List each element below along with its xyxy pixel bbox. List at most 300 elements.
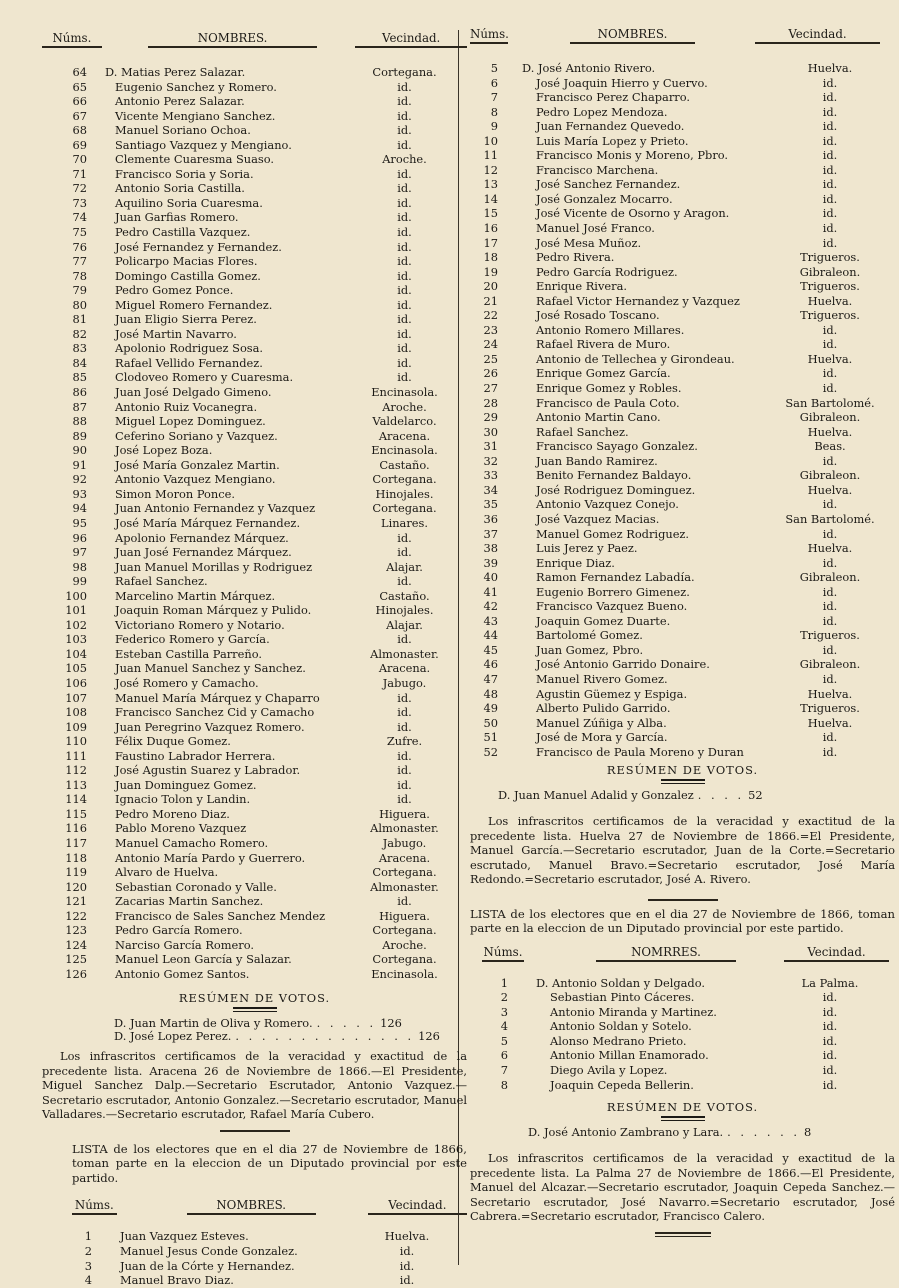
- table-header-huelva: [42, 1195, 467, 1215]
- elector-number: 26: [483, 366, 498, 381]
- elector-name: Joaquin Gomez Duarte.: [536, 613, 671, 628]
- table-row: [42, 196, 467, 211]
- table-row: [470, 90, 895, 105]
- elector-name: Rafael Victor Hernandez y Vazquez: [536, 293, 740, 308]
- elector-name: Ignacio Tolon y Landin.: [115, 792, 251, 807]
- elector-name: Alonso Medrano Prieto.: [550, 1033, 687, 1048]
- elector-number: 8: [500, 1077, 508, 1092]
- elector-number: 12: [483, 162, 498, 177]
- table-row: [42, 152, 467, 167]
- elector-number: 99: [72, 574, 87, 589]
- table-header: [42, 28, 467, 48]
- elector-name: Manuel Soriano Ochoa.: [115, 123, 251, 138]
- elector-number: 42: [483, 599, 498, 614]
- elector-number: 72: [72, 181, 87, 196]
- elector-vecindad: id.: [397, 341, 412, 356]
- table-row: [42, 414, 467, 429]
- table-row: [470, 716, 895, 731]
- table-header: [470, 24, 895, 44]
- huelva-certification: Los infrascritos certificamos de la veracidad y exactitud de la precedente lista. Huelva 27 de Noviembre de 1866.=El Presidente, Manuel García.—Secretario escrutador, Juan de la Corte.=Secretario escrutado, Manuel Bravo.=Secretario escrutador, José María Redondo.=Secretario escrutador, José A. Rivero.: [470, 814, 895, 887]
- elector-vecindad: Encinasola.: [371, 385, 438, 400]
- table-row: [470, 687, 895, 702]
- table-row: [42, 880, 467, 895]
- header-nombres: NOMBRES.: [187, 1198, 316, 1215]
- elector-vecindad: Almonaster.: [370, 821, 439, 836]
- end-rule: [655, 1232, 711, 1237]
- elector-name: Sebastian Pinto Cáceres.: [550, 990, 695, 1005]
- elector-number: 84: [72, 355, 87, 370]
- elector-name: Ceferino Soriano y Vazquez.: [115, 428, 278, 443]
- table-row: [42, 225, 467, 240]
- section-rule: [648, 899, 718, 901]
- table-row: [470, 570, 895, 585]
- elector-name: José María Márquez Fernandez.: [115, 515, 301, 530]
- elector-number: 82: [72, 326, 87, 341]
- table-row: [42, 705, 467, 720]
- elector-number: 24: [483, 337, 498, 352]
- elector-number: 64: [72, 65, 87, 79]
- elector-vecindad: id.: [822, 1048, 838, 1063]
- elector-vecindad: id.: [822, 162, 838, 177]
- elector-name: Antonio Perez Salazar.: [115, 94, 245, 109]
- resumen-rule: [661, 1116, 705, 1121]
- elector-number: 80: [72, 297, 87, 312]
- table-row: [470, 323, 895, 338]
- leader-dots: . . . .: [697, 788, 745, 803]
- elector-number: 5: [500, 1033, 508, 1048]
- lapalma-lista-title: LISTA de los electores que en el dia 27 de Noviembre de 1866, toman parte en la eleccion de un Diputado provincial por este partido.: [470, 906, 895, 936]
- elector-name: Manuel José Franco.: [536, 221, 655, 236]
- elector-number: 83: [72, 341, 87, 356]
- elector-name: Antonio Miranda y Martinez.: [550, 1004, 717, 1019]
- elector-vecindad: Huelva.: [807, 541, 853, 556]
- header-vecindad: Vecindad.: [784, 945, 889, 962]
- elector-name: Eugenio Borrero Gimenez.: [536, 584, 690, 599]
- left-column: [42, 28, 467, 1288]
- elector-name: Antonio Romero Millares.: [536, 322, 685, 337]
- candidate-name: D. Juan Martin de Oliva y Romero.: [114, 1016, 313, 1031]
- table-row: [470, 192, 895, 207]
- elector-vecindad: id.: [397, 690, 412, 705]
- elector-vecindad: id.: [822, 730, 838, 745]
- table-row: [42, 603, 467, 618]
- elector-vecindad: id.: [822, 75, 838, 90]
- table-row: [42, 443, 467, 458]
- elector-number: 4: [500, 1019, 508, 1034]
- elector-number: 25: [483, 351, 498, 366]
- table-row: [42, 545, 467, 560]
- table-row: [470, 163, 895, 178]
- table-row: [470, 483, 895, 498]
- elector-name: Pedro García Rodriguez.: [536, 264, 678, 279]
- elector-number: 1: [500, 975, 508, 990]
- aracena-resumen-title: RESÚMEN DE VOTOS.: [178, 991, 331, 1006]
- elector-name: Vicente Mengiano Sanchez.: [115, 108, 276, 123]
- elector-name: Manuel Leon García y Salazar.: [115, 952, 292, 967]
- elector-vecindad: Encinasola.: [371, 966, 438, 981]
- elector-number: 114: [65, 792, 87, 807]
- table-row: [42, 807, 467, 822]
- elector-name: Juan Dominguez Gomez.: [115, 777, 257, 792]
- elector-number: 89: [72, 428, 87, 443]
- table-row: [470, 279, 895, 294]
- elector-name: José Gonzalez Mocarro.: [536, 191, 673, 206]
- elector-vecindad: id.: [822, 337, 838, 352]
- elector-vecindad: id.: [822, 584, 838, 599]
- table-row: [42, 94, 467, 109]
- elector-name: D. José Antonio Rivero.: [522, 61, 656, 75]
- elector-vecindad: Cortegana.: [372, 501, 437, 516]
- elector-number: 48: [483, 686, 498, 701]
- elector-name: Sebastian Coronado y Valle.: [115, 879, 277, 894]
- header-nums: Núms.: [470, 27, 508, 44]
- elector-vecindad: id.: [822, 990, 838, 1005]
- elector-number: 6: [500, 1048, 508, 1063]
- elector-number: 75: [72, 225, 87, 240]
- elector-name: Juan Vazquez Esteves.: [120, 1229, 249, 1244]
- table-row: [470, 657, 895, 672]
- elector-vecindad: id.: [399, 1244, 415, 1258]
- elector-number: 66: [72, 94, 87, 109]
- table-row: [470, 585, 895, 600]
- elector-number: 46: [483, 657, 498, 672]
- vote-count: 52: [748, 788, 763, 803]
- elector-name: Faustino Labrador Herrera.: [115, 748, 276, 763]
- elector-number: 43: [483, 613, 498, 628]
- elector-name: Apolonio Rodriguez Sosa.: [115, 341, 264, 356]
- vote-line: [42, 1030, 467, 1043]
- elector-vecindad: id.: [397, 108, 412, 123]
- elector-vecindad: id.: [397, 777, 412, 792]
- elector-number: 36: [483, 511, 498, 526]
- elector-number: 27: [483, 381, 498, 396]
- elector-name: Antonio Ruiz Vocanegra.: [115, 399, 258, 414]
- elector-vecindad: id.: [822, 148, 838, 163]
- table-row: [42, 632, 467, 647]
- elector-number: 10: [483, 133, 498, 148]
- elector-name: Simon Moron Ponce.: [115, 486, 235, 501]
- table-row: [42, 691, 467, 706]
- elector-vecindad: id.: [822, 642, 838, 657]
- aracena-vote-summary: [42, 1017, 467, 1043]
- elector-number: 126: [65, 966, 87, 981]
- table-row: [42, 821, 467, 836]
- elector-number: 49: [483, 701, 498, 716]
- table-row: [470, 527, 895, 542]
- table-row: [42, 778, 467, 793]
- table-row: [470, 990, 895, 1005]
- elector-name: Clodoveo Romero y Cuaresma.: [115, 370, 294, 385]
- elector-number: 124: [65, 937, 87, 952]
- table-row: [470, 1048, 895, 1063]
- elector-number: 112: [65, 763, 87, 778]
- elector-number: 86: [72, 385, 87, 400]
- elector-name: Luis Jerez y Paez.: [536, 541, 638, 556]
- elector-vecindad: Encinasola.: [371, 443, 438, 458]
- table-row: [470, 61, 895, 76]
- elector-number: 106: [65, 675, 87, 690]
- elector-name: José Vazquez Macias.: [536, 511, 660, 526]
- elector-vecindad: id.: [822, 206, 838, 221]
- elector-number: 29: [483, 410, 498, 425]
- elector-vecindad: id.: [822, 177, 838, 192]
- elector-name: Francisco Monis y Moreno, Pbro.: [536, 148, 729, 163]
- elector-vecindad: id.: [822, 453, 838, 468]
- elector-name: Juan Gomez, Pbro.: [536, 642, 644, 657]
- table-row: [42, 312, 467, 327]
- elector-vecindad: id.: [397, 370, 412, 385]
- elector-vecindad: id.: [822, 497, 838, 512]
- table-row: [470, 410, 895, 425]
- elector-name: Manuel Gomez Rodriguez.: [536, 526, 690, 541]
- elector-name: Antonio María Pardo y Guerrero.: [115, 850, 306, 865]
- elector-name: Manuel Camacho Romero.: [115, 835, 269, 850]
- elector-number: 5: [490, 61, 498, 75]
- elector-name: José de Mora y García.: [536, 730, 668, 745]
- table-row: [42, 734, 467, 749]
- table-row: [470, 221, 895, 236]
- elector-number: 88: [72, 414, 87, 429]
- elector-name: Clemente Cuaresma Suaso.: [115, 152, 275, 167]
- elector-name: Antonio de Tellechea y Girondeau.: [536, 351, 735, 366]
- elector-number: 18: [483, 250, 498, 265]
- elector-number: 2: [84, 1244, 92, 1258]
- vote-count: 8: [804, 1125, 812, 1140]
- elector-name: Manuel Bravo Diaz.: [120, 1273, 234, 1288]
- elector-name: Juan Manuel Sanchez y Sanchez.: [115, 661, 306, 676]
- table-row: [42, 531, 467, 546]
- elector-vecindad: id.: [822, 221, 838, 236]
- elector-name: José Agustin Suarez y Labrador.: [115, 763, 301, 778]
- elector-vecindad: La Palma.: [801, 975, 859, 990]
- elector-name: Diego Avila y Lopez.: [550, 1063, 668, 1078]
- table-row: [42, 487, 467, 502]
- elector-vecindad: id.: [822, 555, 838, 570]
- elector-name: Miguel Romero Fernandez.: [115, 297, 273, 312]
- elector-number: 45: [483, 642, 498, 657]
- table-row: [42, 327, 467, 342]
- table-row: [42, 516, 467, 531]
- elector-name: Francisco Marchena.: [536, 162, 659, 177]
- elector-vecindad: id.: [822, 744, 838, 759]
- table-row: [42, 676, 467, 691]
- elector-number: 19: [483, 264, 498, 279]
- elector-name: Alvaro de Huelva.: [115, 865, 219, 880]
- table-row: [42, 65, 467, 80]
- elector-number: 51: [483, 730, 498, 745]
- elector-number: 65: [72, 79, 87, 94]
- elector-vecindad: Aracena.: [378, 428, 431, 443]
- table-row: [42, 1244, 467, 1259]
- elector-number: 33: [483, 468, 498, 483]
- elector-number: 41: [483, 584, 498, 599]
- elector-number: 32: [483, 453, 498, 468]
- table-row: [470, 730, 895, 745]
- table-row: [42, 909, 467, 924]
- elector-vecindad: id.: [397, 166, 412, 181]
- elector-vecindad: id.: [822, 191, 838, 206]
- elector-number: 28: [483, 395, 498, 410]
- elector-name: José Joaquin Hierro y Cuervo.: [536, 75, 708, 90]
- elector-number: 71: [72, 166, 87, 181]
- elector-name: Enrique Gomez y Robles.: [536, 381, 682, 396]
- table-row: [42, 298, 467, 313]
- elector-number: 11: [483, 148, 498, 163]
- elector-name: Federico Romero y García.: [115, 632, 270, 647]
- elector-vecindad: id.: [822, 599, 838, 614]
- elector-vecindad: id.: [397, 181, 412, 196]
- elector-vecindad: id.: [397, 530, 412, 545]
- elector-name: Pedro Lopez Mendoza.: [536, 104, 668, 119]
- elector-name: José Fernandez y Fernandez.: [115, 239, 282, 254]
- elector-number: 78: [72, 268, 87, 283]
- elector-number: 44: [483, 628, 498, 643]
- elector-number: 52: [483, 744, 498, 759]
- elector-vecindad: id.: [822, 526, 838, 541]
- huelva-elector-list: [470, 61, 895, 759]
- elector-number: 101: [65, 603, 87, 618]
- elector-number: 111: [65, 748, 87, 763]
- elector-vecindad: Higuera.: [379, 908, 430, 923]
- elector-name: Santiago Vazquez y Mengiano.: [115, 137, 292, 152]
- elector-number: 4: [84, 1273, 92, 1288]
- header-nums: Núms.: [482, 945, 524, 962]
- elector-number: 93: [72, 486, 87, 501]
- elector-vecindad: Aroche.: [382, 937, 427, 952]
- elector-number: 87: [72, 399, 87, 414]
- elector-name: Domingo Castilla Gomez.: [115, 268, 261, 283]
- elector-vecindad: Huelva.: [807, 424, 853, 439]
- elector-name: Juan Fernandez Quevedo.: [536, 119, 685, 134]
- table-row: [42, 763, 467, 778]
- table-row: [42, 836, 467, 851]
- table-row: [470, 1063, 895, 1078]
- table-row: [470, 425, 895, 440]
- elector-number: 15: [483, 206, 498, 221]
- elector-name: Rafael Rivera de Muro.: [536, 337, 671, 352]
- elector-name: Francisco Sanchez Cid y Camacho: [115, 705, 315, 720]
- elector-name: Francisco Perez Chaparro.: [536, 90, 690, 105]
- elector-number: 90: [72, 443, 87, 458]
- elector-vecindad: id.: [397, 792, 412, 807]
- elector-name: Narciso García Romero.: [115, 937, 255, 952]
- elector-number: 30: [483, 424, 498, 439]
- table-row: [470, 308, 895, 323]
- table-row: [470, 1078, 895, 1093]
- elector-name: Marcelino Martin Márquez.: [115, 588, 276, 603]
- elector-vecindad: id.: [397, 94, 412, 109]
- elector-vecindad: id.: [397, 326, 412, 341]
- table-row: [470, 745, 895, 760]
- lapalma-elector-list: [470, 976, 895, 1092]
- table-row: [42, 1273, 467, 1288]
- table-row: [470, 366, 895, 381]
- table-row: [42, 283, 467, 298]
- vote-count: 126: [380, 1016, 402, 1031]
- section-rule: [220, 1130, 290, 1132]
- table-row: [470, 265, 895, 280]
- elector-vecindad: Castaño.: [379, 457, 430, 472]
- candidate-name: D. José Antonio Zambrano y Lara.: [528, 1125, 724, 1140]
- elector-vecindad: Huelva.: [807, 351, 853, 366]
- elector-number: 68: [72, 123, 87, 138]
- elector-vecindad: Huelva.: [807, 482, 853, 497]
- elector-name: D. Antonio Soldan y Delgado.: [536, 975, 705, 990]
- elector-name: Francisco Soria y Soria.: [115, 166, 254, 181]
- elector-name: Francisco Sayago Gonzalez.: [536, 439, 698, 454]
- elector-vecindad: Trigueros.: [800, 308, 860, 323]
- elector-vecindad: Aracena.: [378, 661, 431, 676]
- header-vecindad: Vecindad.: [355, 31, 467, 48]
- elector-vecindad: id.: [822, 104, 838, 119]
- elector-number: 9: [490, 119, 498, 134]
- elector-name: Juan Garfias Romero.: [115, 210, 239, 225]
- table-row: [42, 123, 467, 138]
- elector-number: 74: [72, 210, 87, 225]
- elector-number: 2: [500, 990, 508, 1005]
- elector-vecindad: id.: [397, 210, 412, 225]
- elector-number: 100: [65, 588, 87, 603]
- table-row: [470, 497, 895, 512]
- elector-number: 13: [483, 177, 498, 192]
- huelva-vote-summary: [470, 789, 895, 802]
- elector-name: Juan José Fernandez Márquez.: [115, 545, 292, 560]
- elector-name: José Romero y Camacho.: [115, 675, 259, 690]
- table-row: [470, 337, 895, 352]
- header-vecindad: Vecindad.: [368, 1198, 467, 1215]
- elector-name: Agustin Güemez y Espiga.: [536, 686, 688, 701]
- table-row: [470, 119, 895, 134]
- elector-number: 16: [483, 221, 498, 236]
- resumen-rule: [661, 779, 705, 784]
- elector-name: Eugenio Sanchez y Romero.: [115, 79, 277, 94]
- table-row: [470, 134, 895, 149]
- elector-number: 40: [483, 570, 498, 585]
- elector-name: Manuel Rivero Gomez.: [536, 671, 668, 686]
- elector-vecindad: Trigueros.: [800, 250, 860, 265]
- elector-name: Juan Eligio Sierra Perez.: [115, 312, 257, 327]
- table-row: [470, 250, 895, 265]
- table-row: [470, 512, 895, 527]
- elector-vecindad: id.: [822, 1077, 838, 1092]
- elector-vecindad: id.: [822, 381, 838, 396]
- table-row: [42, 720, 467, 735]
- table-row: [470, 206, 895, 221]
- table-header-lapalma: [470, 942, 895, 962]
- right-column: [470, 24, 895, 1237]
- table-row: [470, 541, 895, 556]
- table-row: [42, 1259, 467, 1274]
- table-row: [42, 400, 467, 415]
- elector-number: 7: [490, 90, 498, 105]
- elector-vecindad: Gibraleon.: [799, 570, 861, 585]
- table-row: [470, 105, 895, 120]
- elector-number: 115: [65, 806, 87, 821]
- table-row: [42, 952, 467, 967]
- elector-vecindad: id.: [822, 133, 838, 148]
- elector-vecindad: Huelva.: [807, 293, 853, 308]
- elector-vecindad: id.: [822, 1019, 838, 1034]
- table-row: [42, 181, 467, 196]
- elector-number: 47: [483, 671, 498, 686]
- elector-vecindad: id.: [822, 1004, 838, 1019]
- huelva-resumen-title: RESÚMEN DE VOTOS.: [606, 763, 759, 778]
- elector-number: 118: [65, 850, 87, 865]
- elector-name: Rafael Sanchez.: [115, 574, 208, 589]
- elector-vecindad: Gibraleon.: [799, 657, 861, 672]
- elector-number: 117: [65, 835, 87, 850]
- elector-vecindad: Beas.: [814, 439, 846, 454]
